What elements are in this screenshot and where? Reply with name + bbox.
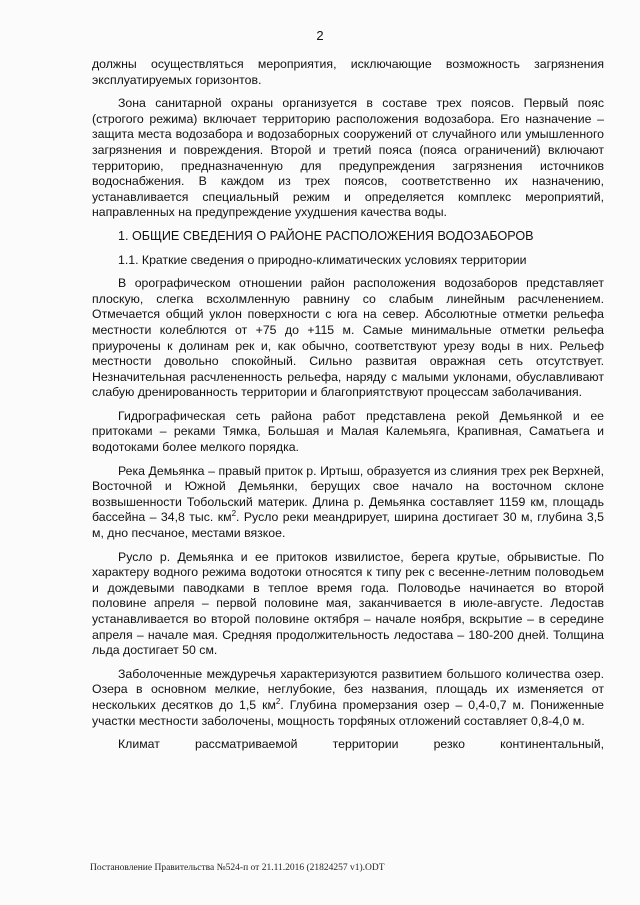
paragraph-climate: Климат рассматриваемой территории резко континентальный, — [118, 737, 604, 752]
document-body — [92, 57, 604, 761]
paragraph-relief: В орографическом отношении район расположения водозаборов представляет плоскую, слегка всхолмленную равнину со слабым линейным расчленением. Отмечается общий уклон поверхности с юга на север. Абсолютные отметки рельефа местности колеблются от +75 до +115 м. Самые минимальные отметки рельефа приурочены к долинам рек и, как обычно, соответствуют урезу воды в них. Рельеф местности довольно спокойный. Сильно развитая овражная сеть отсутствует. Незначительная расчлененность рельефа, наряду с малыми уклонами, обуславливают слабую дренированность территории и благоприятствуют процессам заболачивания. — [92, 276, 604, 400]
page-number: 2 — [316, 28, 324, 43]
document-footer: Постановление Правительства №524-п от 21.11.2016 (21824257 v1).ODT — [90, 863, 385, 873]
text-run: . Русло реки меандрирует, ширина достигает 30 м, глубина 3,5 м, дно песчаное, местами вязкое. — [92, 510, 604, 541]
paragraph-hydrography: Гидрографическая сеть района работ представлена рекой Демьянкой и ее притоками – реками Тямка, Большая и Малая Калемьяга, Крапивная, Саматьега и водотоками более мелкого порядка. — [92, 408, 604, 455]
paragraph-continuation: должны осуществляться мероприятия, исключающие возможность загрязнения эксплуатируемых горизонтов. — [92, 57, 604, 87]
superscript: 2 — [275, 696, 281, 706]
paragraph-lakes — [92, 667, 604, 729]
section-heading: 1. ОБЩИЕ СВЕДЕНИЯ О РАЙОНЕ РАСПОЛОЖЕНИЯ ВОДОЗАБОРОВ — [118, 228, 534, 243]
paragraph-sanitary-zone: Зона санитарной охраны организуется в составе трех поясов. Первый пояс (строгого режима) включает территорию расположения водозабора. Его назначение – защита места водозабора и водозаборных сооружений от случайного или умышленного загрязнения и повреждения. Второй и третий пояса (пояса ограничений) включают территорию, предназначенную для предупреждения загрязнения источников водоснабжения. В каждом из трех поясов, соответственно их назначению, устанавливается специальный режим и определяется комплекс мероприятий, направленных на предупреждение ухудшения качества воды. — [92, 96, 604, 220]
text-run: . Глубина промерзания озер – 0,4-0,7 м. Пониженные участки местности заболочены, мощность торфяных отложений составляет 0,8-4,0 м. — [92, 697, 605, 728]
text-run: Река Демьянка – правый приток р. Иртыш, образуется из слияния трех рек Верхней, Восточной и Южной Демьянки, берущих свое начало на восточном склоне возвышенности Тобольский материк. Длина р. Демьянка составляет 1159 км, площадь бассейна – 34,8 тыс. км — [92, 463, 604, 525]
text-run: Заболоченные междуречья характеризуются развитием большого количества озер. Озера в основном мелкие, неглубокие, без названия, площадь их изменяется от нескольких десятков до 1,5 км — [92, 666, 604, 712]
subsection-heading: 1.1. Краткие сведения о природно-климатических условиях территории — [118, 252, 527, 267]
paragraph-river-regime: Русло р. Демьянка и ее притоков извилистое, берега крутые, обрывистые. По характеру водного режима водотоки относятся к типу рек с весенне-летним половодьем и дождевыми паводками в теплое время года. Половодье начинается во второй половине апреля – первой половине мая, заканчивается в июле-августе. Ледостав устанавливается во второй половине октября – начале ноября, вскрытие – в середине апреля – начале мая. Средняя продолжительность ледостава – 180-200 дней. Толщина льда достигает 50 см. — [92, 549, 604, 658]
paragraph-demyanka-river — [92, 464, 604, 542]
superscript: 2 — [231, 509, 237, 519]
